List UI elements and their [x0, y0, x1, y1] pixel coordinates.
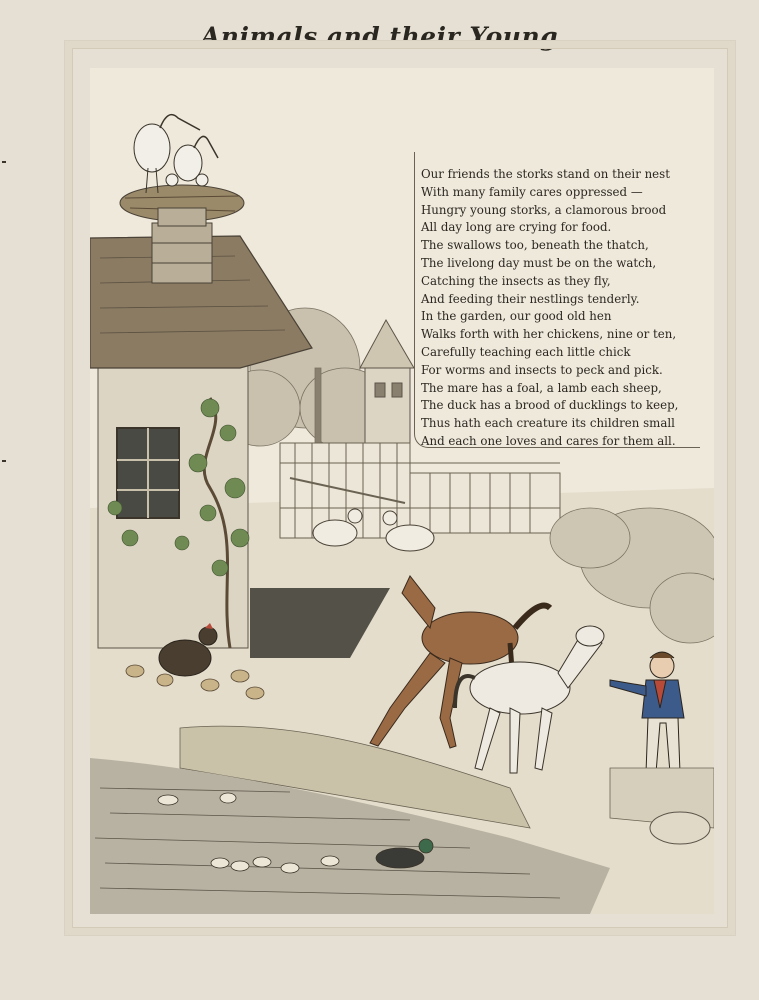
- poem-line: The livelong day must be on the watch,: [421, 255, 657, 270]
- poem-line: Walks forth with her chickens, nine or ten,: [421, 327, 677, 342]
- margin-mark: [2, 161, 6, 163]
- page-title: Animals and their Young: [200, 22, 559, 51]
- poem-line: Catching the insects as they fly,: [421, 273, 611, 288]
- poem-text: [421, 166, 711, 451]
- poem-line: In the garden, our good old hen: [421, 309, 612, 324]
- poem-line: Carefully teaching each little chick: [421, 344, 631, 359]
- poem-line: Thus hath each creature its children small: [421, 416, 675, 431]
- poem-line: Hungry young storks, a clamorous brood: [421, 202, 667, 217]
- margin-mark: [2, 460, 6, 462]
- poem-line: With many family cares oppressed —: [421, 184, 643, 199]
- poem-line: All day long are crying for food.: [421, 220, 612, 235]
- poem-line: And each one loves and cares for them all.: [421, 433, 676, 448]
- rock: [650, 812, 710, 844]
- poem-line: Our friends the storks stand on their nest: [421, 167, 670, 181]
- poem-line: The mare has a foal, a lamb each sheep,: [421, 380, 662, 395]
- poem-line: For worms and insects to peck and pick.: [421, 362, 663, 377]
- poem-line: And feeding their nestlings tenderly.: [421, 291, 640, 306]
- poem-line: The swallows too, beneath the thatch,: [421, 238, 649, 253]
- poem-line: The duck has a brood of ducklings to keep,: [421, 398, 679, 413]
